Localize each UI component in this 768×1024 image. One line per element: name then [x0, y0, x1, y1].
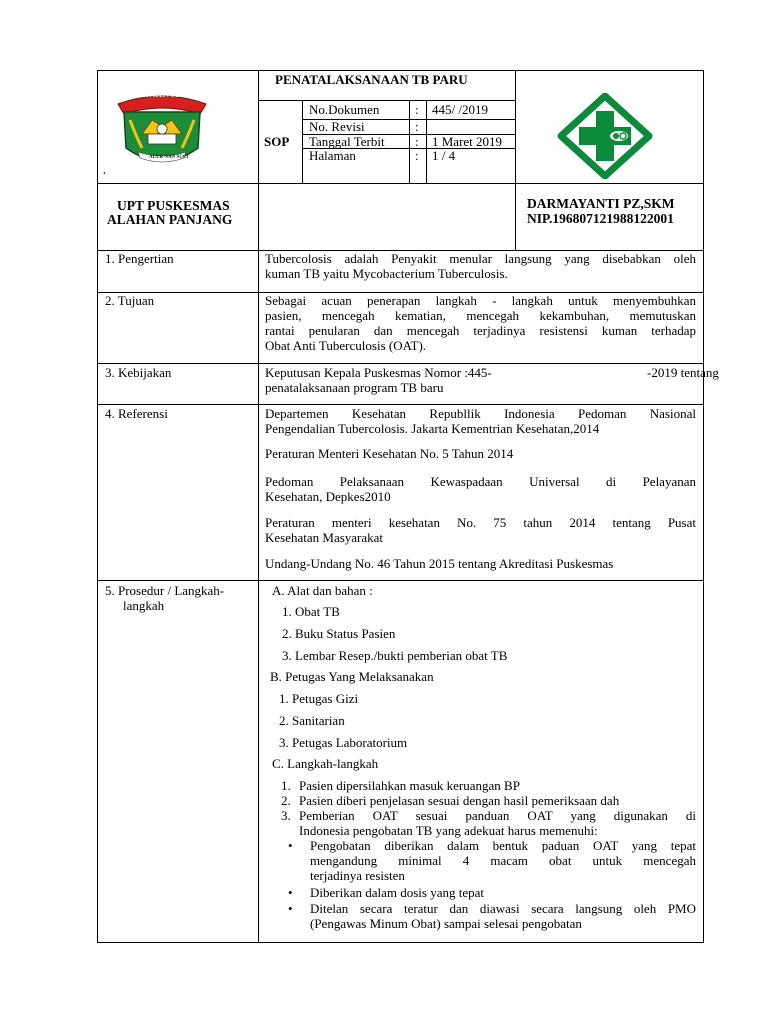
section-divider-2	[97, 363, 704, 364]
langkah-text: Pasien dipersilahkan masuk keruangan BP	[299, 778, 520, 793]
logo-stray-mark: ,	[103, 164, 106, 176]
doc-label-norevisi: No. Revisi	[309, 119, 365, 134]
pengertian-line: kuman TB yaitu Mycobacterium Tuberculosis.	[265, 266, 508, 281]
referensi-line: Peraturan menteri kesehatan No. 75 tahun 2014 tentang Pusat	[265, 515, 696, 530]
petugas-item: 2. Sanitarian	[279, 713, 345, 728]
alat-bahan-item: 1. Obat TB	[282, 604, 340, 619]
referensi-item	[265, 474, 696, 504]
org-name-line2: ALAHAN PANJANG	[107, 212, 233, 227]
alat-bahan-item: 3. Lembar Resep./bukti pemberian obat TB	[282, 648, 508, 663]
langkah-title: C. Langkah-langkah	[272, 756, 379, 771]
header-right-divider	[515, 70, 516, 250]
tujuan-line: pasien, mencegah kematian, mencegah kekambuhan, memutuskan	[265, 308, 696, 323]
bullet-line: Ditelan secara teratur dan diawasi secara langsung oleh PMO	[310, 901, 696, 916]
referensi-line: Undang-Undang No. 46 Tahun 2015 tentang Akreditasi Puskesmas	[265, 556, 614, 571]
section-label-pengertian: 1. Pengertian	[105, 251, 174, 266]
referensi-item	[265, 515, 696, 545]
org-name-line1: UPT PUSKESMAS	[117, 198, 230, 213]
bullet-icon: •	[288, 838, 293, 853]
table-bottom-border	[97, 942, 704, 943]
section-label-tujuan: 2. Tujuan	[105, 293, 155, 308]
header-row-divider	[97, 183, 704, 184]
logo-motto-text: ALUR NAN SUCI	[149, 155, 189, 160]
referensi-line: Kesehatan Masyarakat	[265, 530, 384, 545]
bullet-line: (Pengawas Minum Obat) sampai selesai pengobatan	[310, 916, 582, 931]
doc-value-halaman: 1 / 4	[432, 148, 456, 163]
doc-label-tanggal: Tanggal Terbit	[309, 134, 385, 149]
puskesmas-cross-logo	[557, 93, 653, 179]
doc-label-nodokumen: No.Dokumen	[309, 102, 380, 117]
alat-bahan-item: 2. Buku Status Pasien	[282, 626, 396, 641]
petugas-item: 3. Petugas Laboratorium	[279, 735, 408, 750]
head-name: DARMAYANTI PZ,SKM	[527, 196, 675, 211]
section-label-referensi: 4. Referensi	[105, 406, 168, 421]
section-label-kebijakan: 3. Kebijakan	[105, 365, 172, 380]
doc-colon-left	[409, 100, 410, 183]
referensi-line: Pedoman Pelaksanaan Kewaspadaan Universal di Pelayanan	[265, 474, 696, 489]
kebijakan-line2: penatalaksanaan program TB baru	[265, 380, 444, 395]
alat-bahan-title: A. Alat dan bahan :	[272, 583, 373, 598]
doc-colon-2: :	[415, 119, 419, 134]
table-left-border	[97, 70, 98, 943]
tujuan-line: Sebagai acuan penerapan langkah - langkah untuk menyembuhkan	[265, 293, 696, 308]
bullet-line: Pengobatan diberikan dalam bentuk paduan OAT yang tepat	[310, 838, 696, 853]
kebijakan-line1-right: -2019 tentang	[647, 365, 719, 380]
bullet-line: Diberikan dalam dosis yang tepat	[310, 885, 485, 900]
langkah-num: 3.	[281, 808, 291, 823]
bullet-text	[310, 901, 696, 931]
bullet-icon: •	[288, 901, 293, 916]
doc-value-tanggal: 1 Maret 2019	[432, 134, 503, 149]
langkah-num: 2.	[281, 793, 291, 808]
langkah-text	[299, 808, 696, 838]
document-title: PENATALAKSANAAN TB PARU	[275, 72, 468, 87]
petugas-title: B. Petugas Yang Melaksanakan	[270, 669, 434, 684]
section-label-prosedur-1: 5. Prosedur / Langkah-	[105, 583, 225, 598]
bullet-line: mengandung minimal 4 macam obat untuk mencegah	[310, 853, 696, 868]
tujuan-line: rantai penularan dan mencegah terjadinya resistensi kuman terhadap	[265, 323, 696, 338]
referensi-item	[265, 556, 696, 571]
kabupaten-solok-logo	[112, 90, 212, 170]
pengertian-line: Tubercolosis adalah Penyakit menular langsung yang disebabkan oleh	[265, 251, 696, 266]
label-column-divider	[258, 70, 259, 943]
langkah-line: Pemberian OAT sesuai panduan OAT yang digunakan di	[299, 808, 696, 823]
tujuan-line: Obat Anti Tuberculosis (OAT).	[265, 338, 427, 353]
pengertian-text	[265, 251, 696, 281]
petugas-item: 1. Petugas Gizi	[279, 691, 359, 706]
kebijakan-line1-left: Keputusan Kepala Puskesmas Nomor :445-	[265, 365, 492, 380]
bullet-text	[310, 885, 696, 900]
bullet-icon: •	[288, 885, 293, 900]
doc-colon-1: :	[415, 102, 419, 117]
doc-colon-4: :	[415, 148, 419, 163]
referensi-item	[265, 446, 696, 461]
langkah-num: 1.	[281, 778, 291, 793]
referensi-line: Departemen Kesehatan Republlik Indonesia Pedoman Nasional	[265, 406, 696, 421]
referensi-line: Pengendalian Tubercolosis. Jakarta Kementrian Kesehatan,2014	[265, 421, 600, 436]
langkah-line: Indonesia pengobatan TB yang adekuat harus memenuhi:	[299, 823, 598, 838]
sop-label: SOP	[264, 134, 290, 149]
section-divider-4	[97, 580, 704, 581]
logo-banner-text: KABUPATEN SOLOK	[126, 91, 196, 99]
section-divider-3	[97, 404, 704, 405]
doc-label-halaman: Halaman	[309, 148, 356, 163]
langkah-text: Pasien diberi penjelasan sesuai dengan hasil pemeriksaan dah	[299, 793, 620, 808]
section-label-prosedur-2: langkah	[123, 598, 165, 613]
head-nip: NIP.196807121988122001	[527, 211, 674, 226]
bullet-line: terjadinya resisten	[310, 868, 405, 883]
doc-value-nodokumen: 445/ /2019	[432, 102, 488, 117]
title-row-divider	[258, 100, 516, 101]
tujuan-text	[265, 293, 696, 353]
doc-colon-right	[426, 100, 427, 183]
table-right-border	[703, 70, 704, 943]
doc-colon-3: :	[415, 134, 419, 149]
referensi-item	[265, 406, 696, 436]
sop-divider	[302, 100, 303, 183]
referensi-line: Peraturan Menteri Kesehatan No. 5 Tahun 2014	[265, 446, 514, 461]
referensi-line: Kesehatan, Depkes2010	[265, 489, 391, 504]
bullet-text	[310, 838, 696, 883]
table-top-border	[97, 70, 704, 71]
